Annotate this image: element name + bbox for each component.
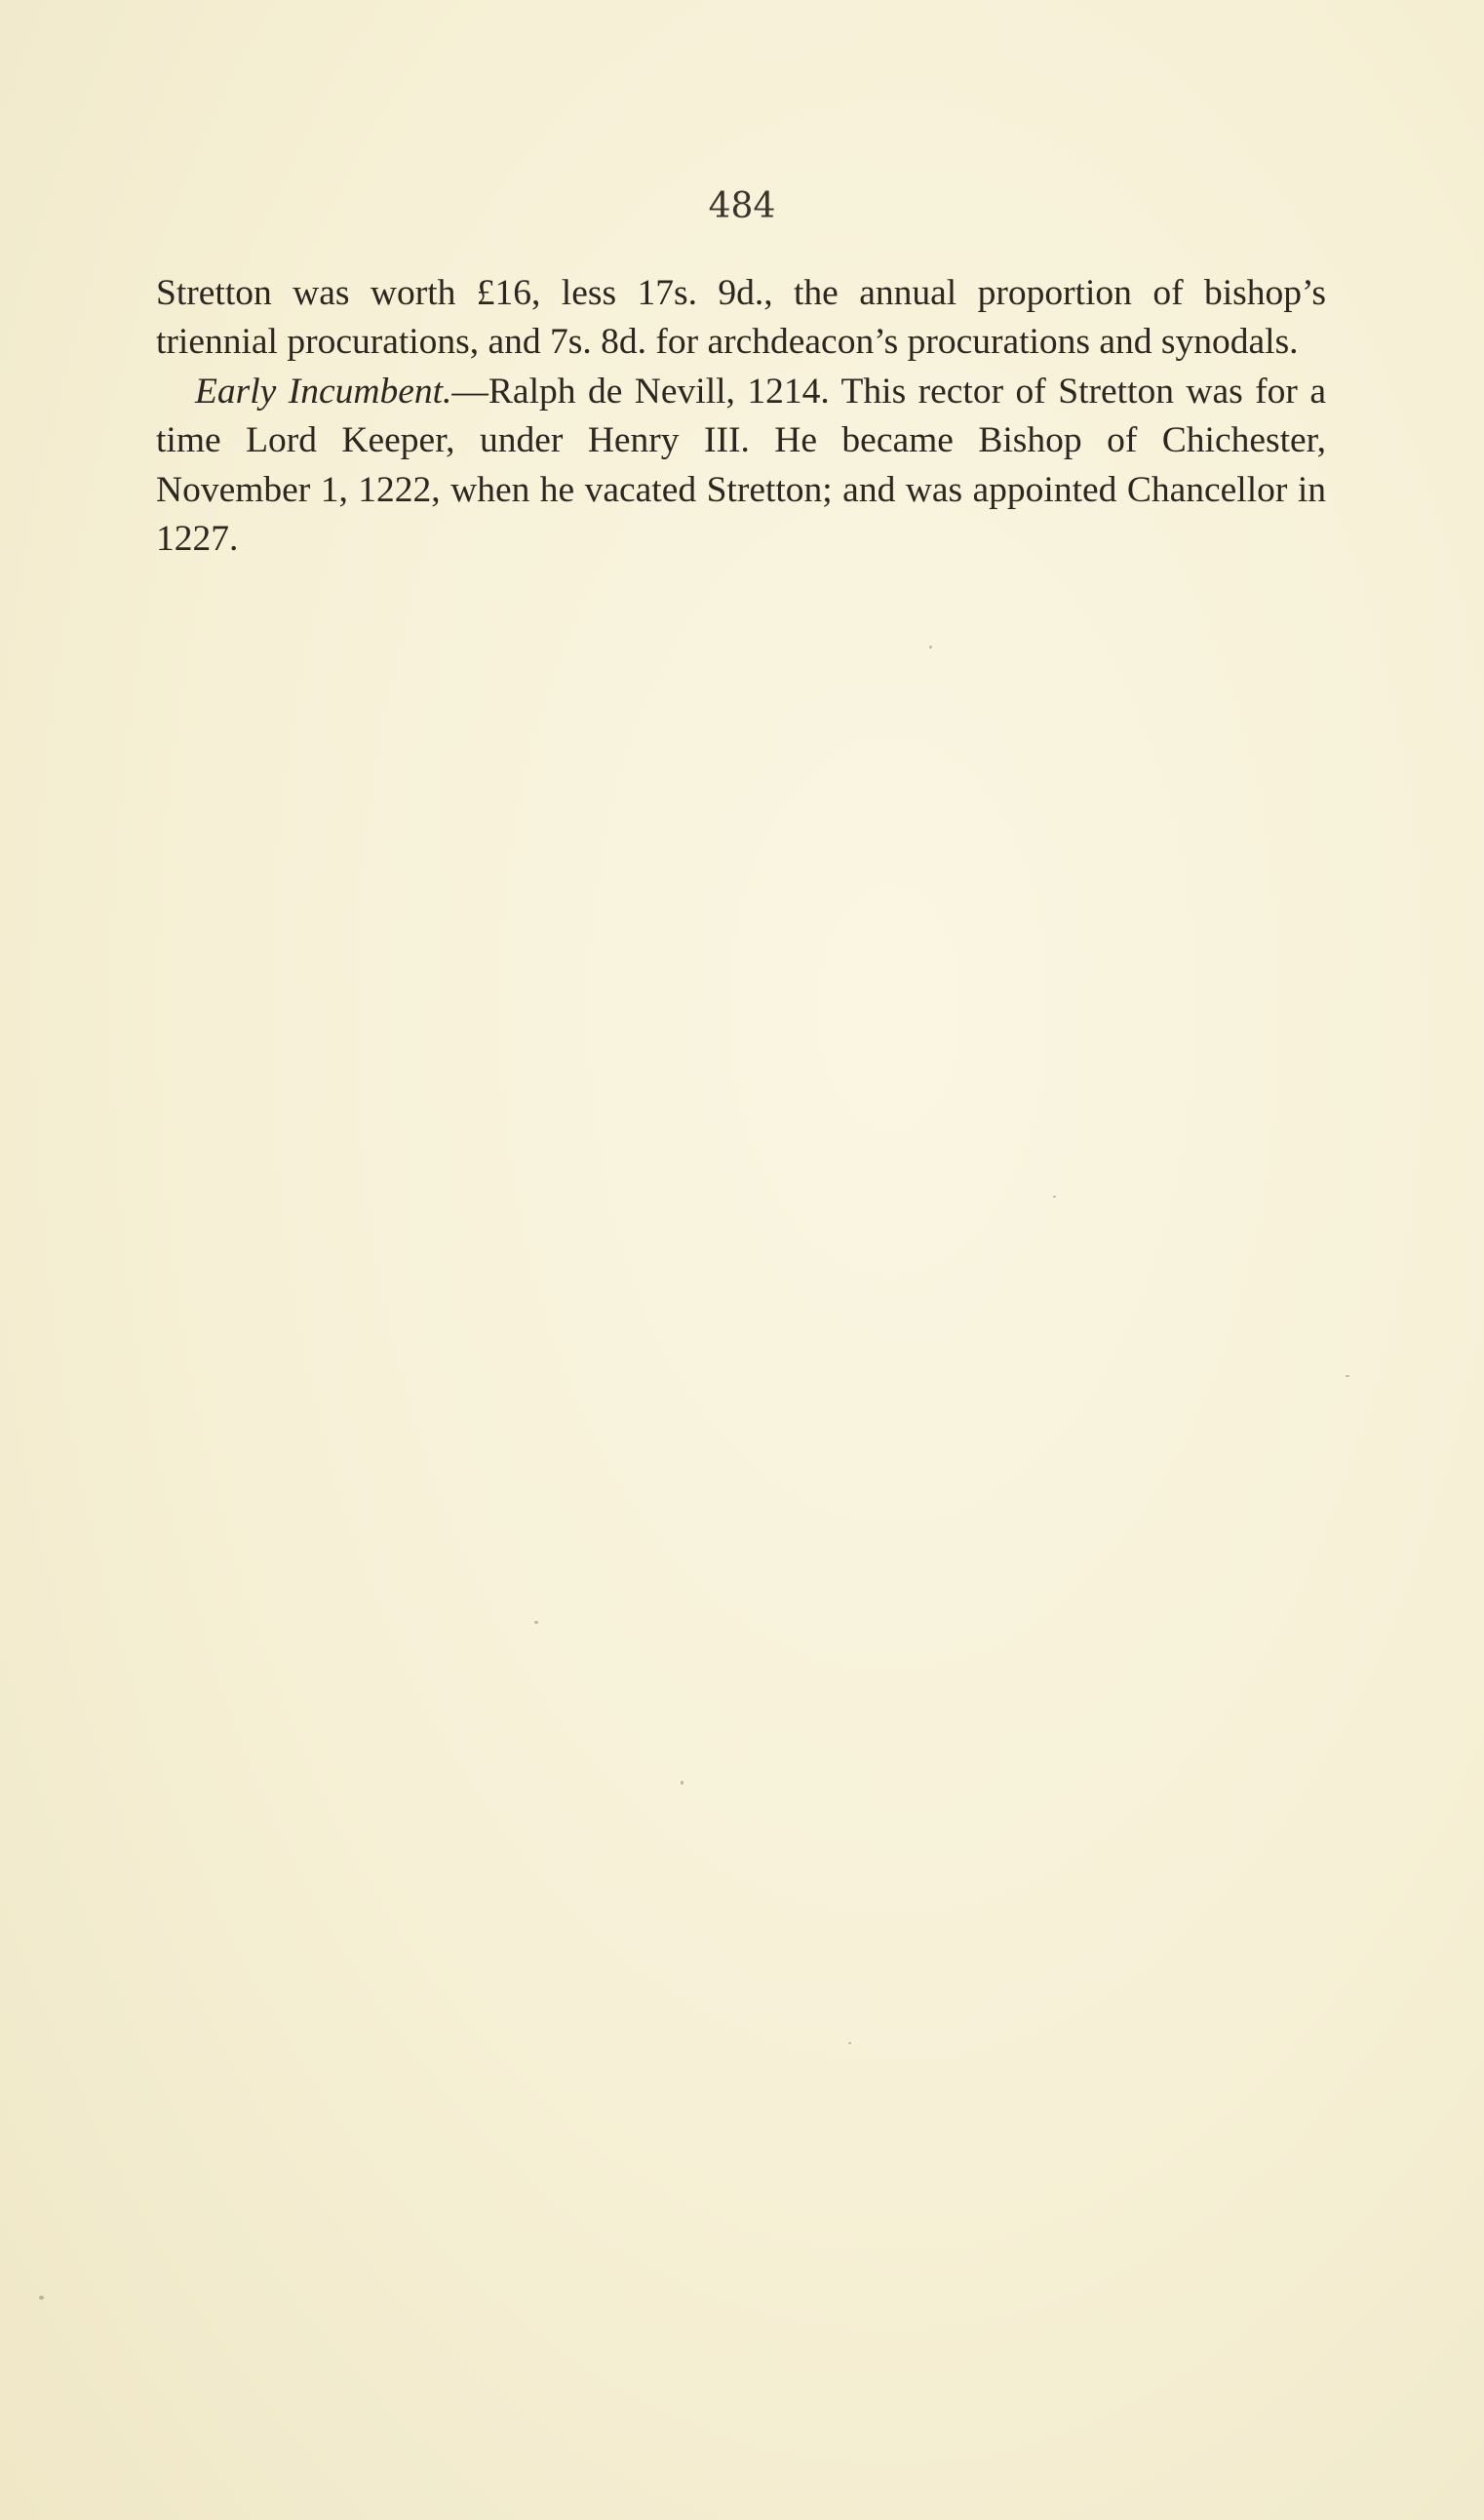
paragraph-text: Stretton was worth £16, less 17s. 9d., the annual proportion of bishop’s triennial procurations, and 7s. 8d. for archdeacon’s procurations and synodals. — [156, 273, 1326, 363]
paper-speck — [1053, 1196, 1056, 1198]
paragraph-heading: Early Incumbent. — [195, 371, 452, 412]
paper-speck — [848, 2042, 851, 2044]
paragraph-stretton-worth — [156, 269, 1326, 368]
paper-speck — [681, 1781, 683, 1785]
body-text — [156, 269, 1326, 564]
page-number: 484 — [708, 186, 776, 226]
paragraph-early-incumbent — [156, 368, 1326, 565]
paper-speck — [1346, 1375, 1349, 1377]
paper-speck — [39, 2296, 44, 2300]
paper-speck — [929, 646, 932, 649]
paper-speck — [534, 1621, 538, 1624]
paragraph-text: —Ralph de Nevill, 1214. This rector of Stretton was for a time Lord Keeper, under Henry III. He became Bishop of Chichester, November 1, 1222, when he vacated Stretton; and was appointed Chancellor in 1227. — [156, 371, 1326, 560]
